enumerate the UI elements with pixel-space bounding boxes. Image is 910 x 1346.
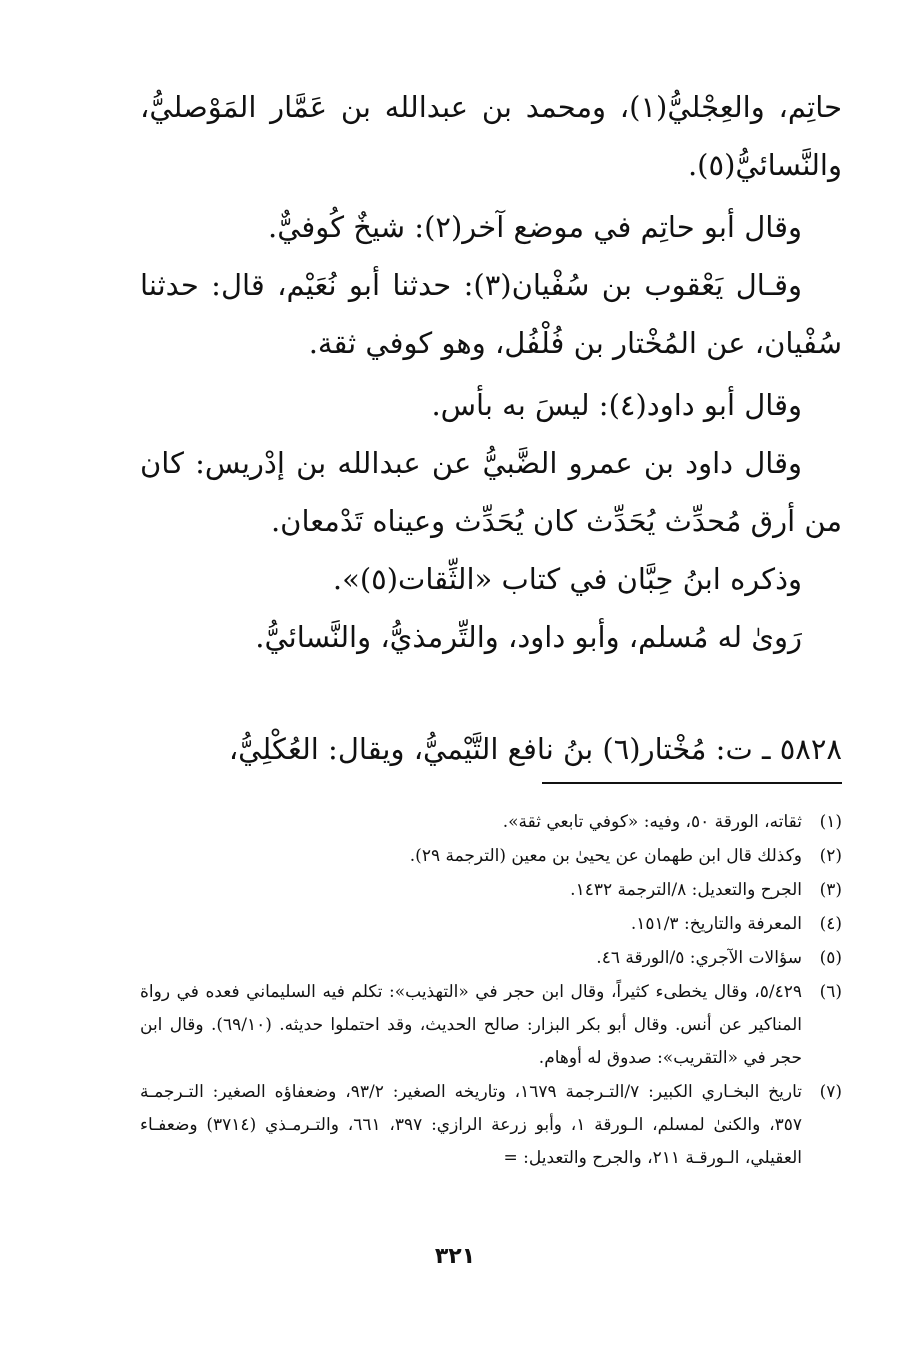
- footnote-number: (٣): [819, 880, 842, 900]
- footnote-number: (٦): [819, 982, 842, 1002]
- paragraph-5: وقال داود بن عمرو الضَّبيُّ عن عبدالله بن إدْريس: كان من أرق مُحدِّث يُحَدِّث كان يُحَدِّث وعيناه تَدْمعان.: [140, 446, 842, 538]
- paragraph-7: رَوىٰ له مُسلم، وأبو داود، والتِّرمذيُّ، والنَّسائيُّ.: [255, 620, 802, 654]
- footnote-item: [140, 874, 842, 907]
- footnote-item: [140, 908, 842, 941]
- footnote-divider: [542, 782, 842, 784]
- footnote-item: [140, 942, 842, 975]
- footnotes-block: [140, 806, 842, 1176]
- footnote-text: تاريخ البخـاري الكبير: ٧/التـرجمة ١٦٧٩، وتاريخه الصغير: ٩٣/٢، وضعفاؤه الصغير: التـرجمـة ٣٥٧، والكنىٰ لمسلم، الـورقة ١، وأبو زرعة الرازي: ٣٩٧، ٦٦١، والتـرمـذي (٣٧١٤) وضعفـاء العقيلي، الـورقـة ٢١١، والجرح والتعديل: =: [140, 1082, 802, 1168]
- footnote-number: (٧): [819, 1082, 842, 1102]
- paragraph-3: وقـال يَعْقوب بن سُفْيان(٣): حدثنا أبو نُعَيْم، قال: حدثنا سُفْيان، عن المُخْتار بن فُلْفُل، وهو كوفي ثقة.: [140, 268, 842, 360]
- footnote-number: (٤): [819, 914, 842, 934]
- page-number: ٣٢١: [434, 1244, 476, 1269]
- footnote-number: (٢): [819, 846, 842, 866]
- footnote-text: سؤالات الآجري: ٥/الورقة ٤٦.: [596, 948, 802, 968]
- footnote-item: [140, 976, 842, 1075]
- footnote-number: (٥): [819, 948, 842, 968]
- paragraph-4: وقال أبو داود(٤): ليسَ به بأس.: [431, 388, 802, 422]
- footnote-text: المعرفة والتاريخ: ١٥١/٣.: [630, 914, 802, 934]
- footnote-number: (١): [819, 812, 842, 832]
- entry-heading: ٥٨٢٨ ـ ت: مُخْتار(٦) بنُ نافع التَّيْميُّ، ويقال: العُكْلِيُّ،: [228, 732, 842, 766]
- footnote-text: ثقاته، الورقة ٥٠، وفيه: «كوفي تابعي ثقة».: [502, 812, 802, 832]
- footnote-item: [140, 806, 842, 839]
- footnote-item: [140, 840, 842, 873]
- main-text-block: [140, 78, 842, 778]
- footnote-item: [140, 1076, 842, 1175]
- paragraph-6: وذكره ابنُ حِبَّان في كتاب «الثِّقات(٥)».: [332, 562, 802, 596]
- footnote-text: الجرح والتعديل: ٨/الترجمة ١٤٣٢.: [570, 880, 802, 900]
- footnote-text: ٥/٤٢٩، وقال يخطىء كثيراً، وقال ابن حجر في «التهذيب»: تكلم فيه السليماني فعده في رواة المناكير عن أنس. وقال أبو بكر البزار: صالح الحديث، وقد احتملوا حديثه. (٦٩/١٠). وقال ابن حجر في «التقريب»: صدوق له أوهام.: [140, 982, 802, 1068]
- footnote-text: وكذلك قال ابن طهمان عن يحيىٰ بن معين (الترجمة ٢٩).: [409, 846, 802, 866]
- paragraph-1: حاتِم، والعِجْليُّ⁠(١)، ومحمد بن عبدالله بن عَمَّار المَوْصليُّ، والنَّسائيُّ(٥).: [140, 90, 843, 182]
- paragraph-2: وقال أبو حاتِم في موضع آخر(٢): شيخٌ كُوفيٌّ.: [268, 210, 802, 244]
